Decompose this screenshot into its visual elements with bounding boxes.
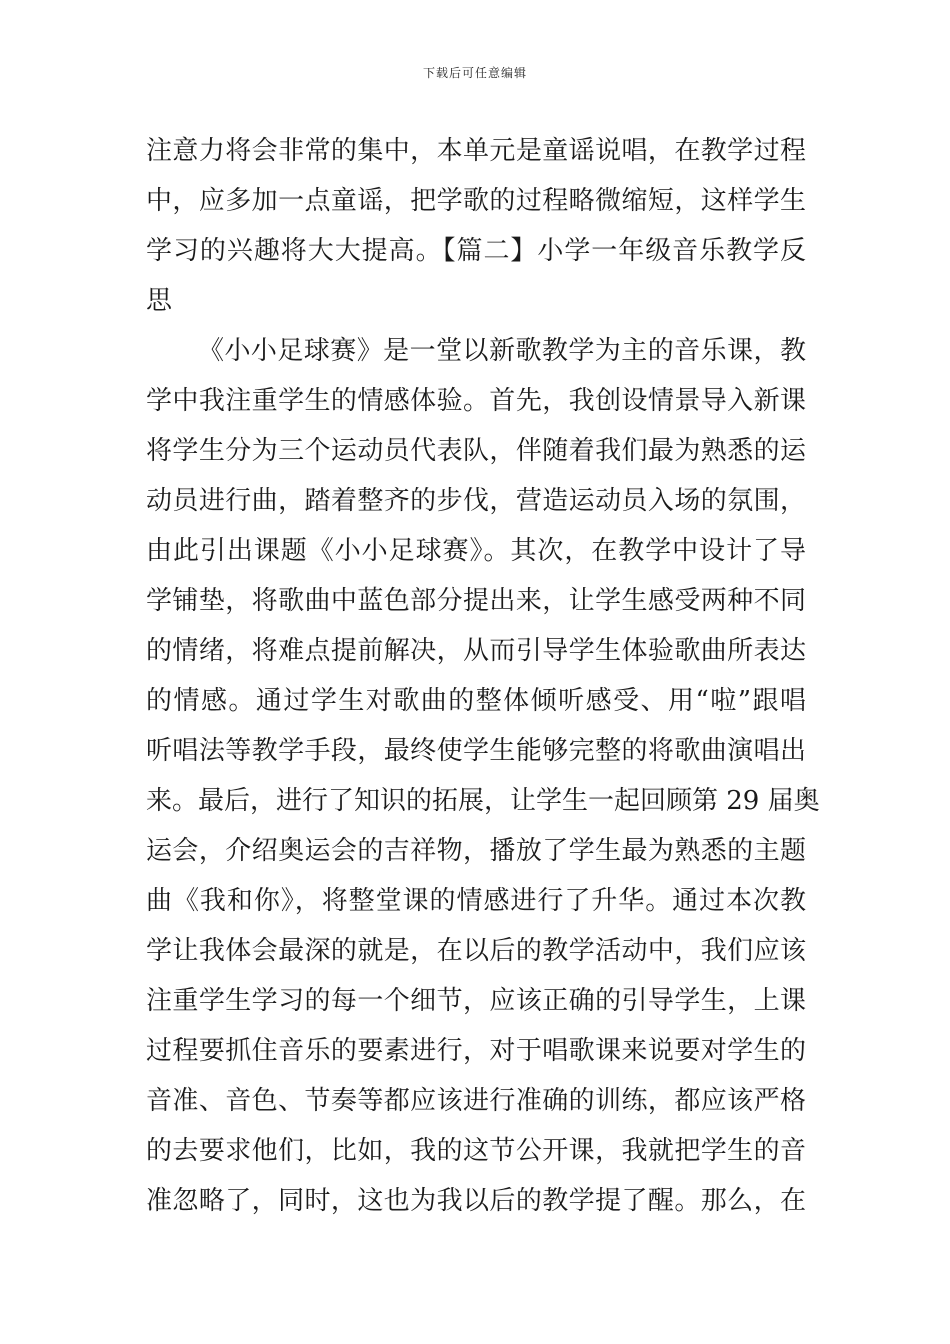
- text-line: 动员进行曲，踏着整齐的步伐，营造运动员入场的氛围，: [146, 486, 806, 516]
- document-body: [146, 126, 820, 1226]
- text-line: 思: [146, 286, 173, 316]
- text-line: 中，应多加一点童谣，把学歌的过程略微缩短，这样学生: [146, 186, 806, 216]
- text-line: 的情绪，将难点提前解决，从而引导学生体验歌曲所表达: [146, 636, 806, 666]
- text-line: 学习的兴趣将大大提高。【篇二】小学一年级音乐教学反: [146, 236, 806, 266]
- text-line: 曲《我和你》，将整堂课的情感进行了升华。通过本次教: [146, 886, 806, 916]
- page-header: 下载后可任意编辑: [422, 66, 527, 80]
- text-line: 的去要求他们，比如，我的这节公开课，我就把学生的音: [146, 1136, 806, 1166]
- text-line: 注重学生学习的每一个细节，应该正确的引导学生，上课: [146, 986, 806, 1016]
- text-line: 音准、音色、节奏等都应该进行准确的训练，都应该严格: [146, 1086, 806, 1116]
- paragraph-2: [146, 326, 820, 1226]
- text-line: 来。最后，进行了知识的拓展，让学生一起回顾第 29 届奥: [146, 786, 820, 816]
- text-line: 学铺垫，将歌曲中蓝色部分提出来，让学生感受两种不同: [146, 586, 806, 616]
- paragraph-1: [146, 126, 806, 326]
- text-line: 《小小足球赛》是一堂以新歌教学为主的音乐课，教: [198, 336, 806, 366]
- text-line: 运会，介绍奥运会的吉祥物，播放了学生最为熟悉的主题: [146, 836, 806, 866]
- text-line: 将学生分为三个运动员代表队，伴随着我们最为熟悉的运: [146, 436, 806, 466]
- text-line: 学中我注重学生的情感体验。首先，我创设情景导入新课: [146, 386, 806, 416]
- text-line: 准忽略了，同时，这也为我以后的教学提了醒。那么，在: [146, 1186, 806, 1216]
- text-line: 学让我体会最深的就是，在以后的教学活动中，我们应该: [146, 936, 806, 966]
- text-line: 注意力将会非常的集中，本单元是童谣说唱，在教学过程: [146, 136, 806, 166]
- text-line: 听唱法等教学手段，最终使学生能够完整的将歌曲演唱出: [146, 736, 806, 766]
- text-line: 的情感。通过学生对歌曲的整体倾听感受、用“啦”跟唱: [146, 686, 806, 716]
- text-line: 由此引出课题《小小足球赛》。其次，在教学中设计了导: [146, 536, 806, 566]
- text-line: 过程要抓住音乐的要素进行，对于唱歌课来说要对学生的: [146, 1036, 806, 1066]
